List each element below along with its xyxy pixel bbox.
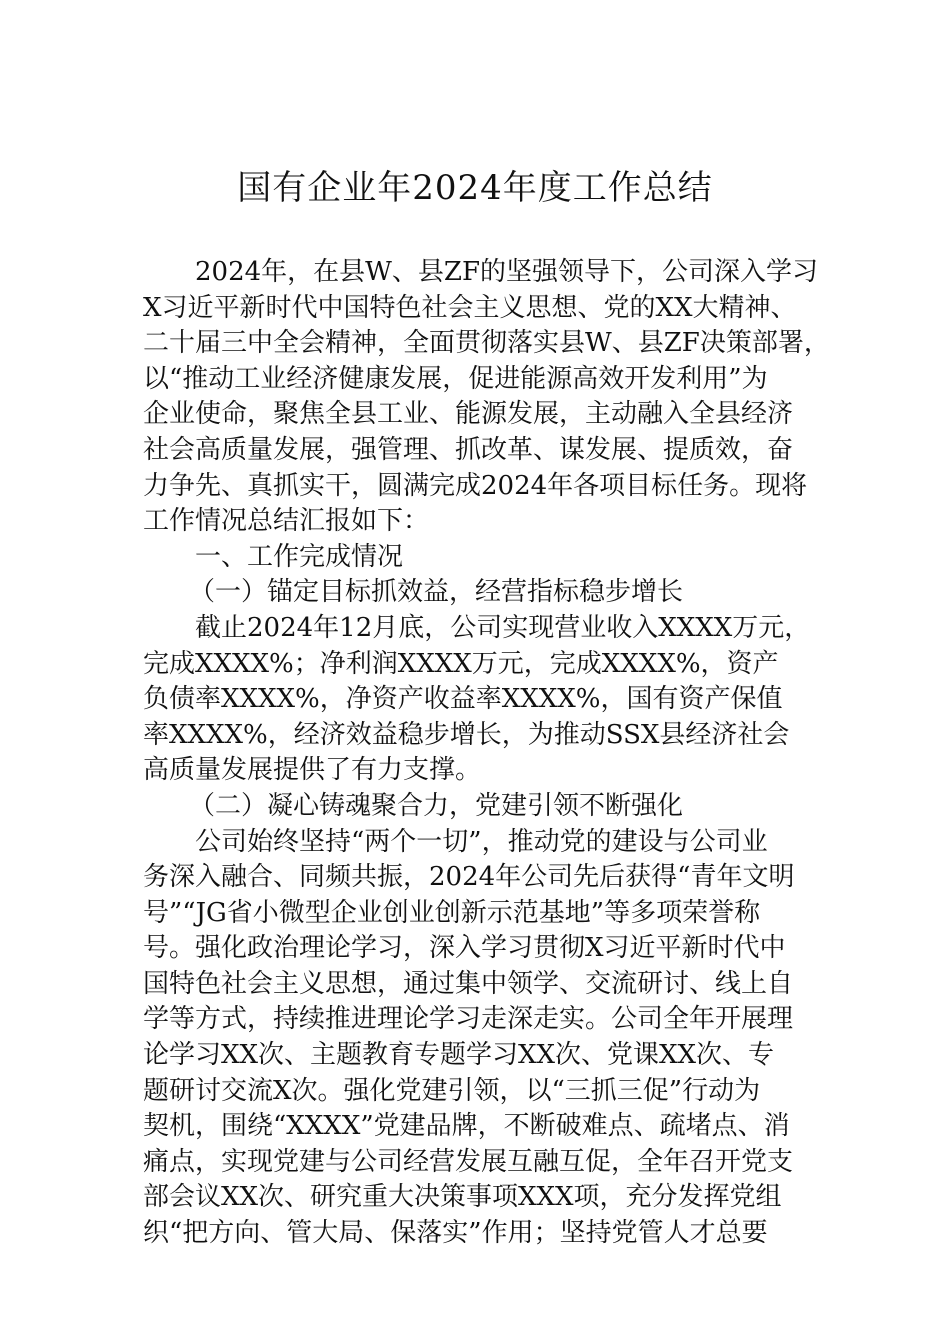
- paragraph-line: 痛点，实现党建与公司经营发展互融互促，全年召开党支: [143, 1146, 794, 1177]
- paragraph-line: 二十届三中全会精神，全面贯彻落实县W、县ZF决策部署，: [143, 328, 830, 359]
- paragraph-line: 截止2024年12月底，公司实现营业收入XXXX万元，: [195, 612, 811, 643]
- paragraph-line: 号。强化政治理论学习，深入学习贯彻X习近平新时代中: [143, 933, 786, 964]
- paragraph-line: 织“把方向、管大局、保落实”作用；坚持党管人才总要: [143, 1218, 768, 1249]
- paragraph-line: 题研讨交流X次。强化党建引领，以“三抓三促”行动为: [143, 1075, 761, 1106]
- document-title: 国有企业年2024年度工作总结: [237, 168, 713, 208]
- paragraph-line: 2024年，在县W、县ZF的坚强领导下，公司深入学习: [195, 257, 818, 287]
- subsection-heading: （一）锚定目标抓效益，经营指标稳步增长: [189, 577, 684, 608]
- paragraph-line: 论学习XX次、主题教育专题学习XX次、党课XX次、专: [143, 1040, 775, 1071]
- paragraph-line: 负债率XXXX%，净资产收益率XXXX%，国有资产保值: [143, 684, 783, 715]
- paragraph-line: 以“推动工业经济健康发展，促进能源高效开发利用”为: [143, 363, 768, 394]
- paragraph-line: 率XXXX%，经济效益稳步增长，为推动SSX县经济社会: [143, 719, 790, 750]
- paragraph-line: 力争先、真抓实干，圆满完成2024年各项目标任务。现将: [143, 470, 808, 501]
- document-body: [143, 255, 833, 1252]
- paragraph-line: 工作情况总结汇报如下：: [143, 506, 430, 537]
- subsection-1-paragraph: [143, 611, 833, 789]
- paragraph-line: 学等方式，持续推进理论学习走深走实。公司全年开展理: [143, 1004, 794, 1035]
- paragraph-line: 社会高质量发展，强管理、抓改革、谋发展、提质效，奋: [143, 434, 794, 465]
- paragraph-line: 高质量发展提供了有力支撑。: [143, 755, 482, 786]
- paragraph-line: 契机，围绕“XXXX”党建品牌，不断破难点、疏堵点、消: [143, 1111, 790, 1142]
- paragraph-line: 务深入融合、同频共振，2024年公司先后获得“青年文明: [143, 862, 795, 893]
- paragraph-line: 国特色社会主义思想，通过集中领学、交流研讨、线上自: [143, 968, 794, 999]
- paragraph-line: 公司始终坚持“两个一切”，推动党的建设与公司业: [195, 826, 768, 857]
- subsection-2-paragraph: [143, 825, 833, 1252]
- section-heading: 一、工作完成情况: [195, 541, 404, 572]
- paragraph-line: 部会议XX次、研究重大决策事项XXX项，充分发挥党组: [143, 1182, 782, 1213]
- paragraph-line: 完成XXXX%；净利润XXXX万元，完成XXXX%，资产: [143, 648, 779, 679]
- intro-paragraph: [143, 255, 833, 540]
- paragraph-line: 企业使命，聚焦全县工业、能源发展，主动融入全县经济: [143, 399, 794, 430]
- subsection-heading: （二）凝心铸魂聚合力，党建引领不断强化: [189, 790, 684, 821]
- paragraph-line: 号”“JG省小微型企业创业创新示范基地”等多项荣誉称: [143, 897, 761, 928]
- paragraph-line: X习近平新时代中国特色社会主义思想、党的XX大精神、: [143, 292, 797, 323]
